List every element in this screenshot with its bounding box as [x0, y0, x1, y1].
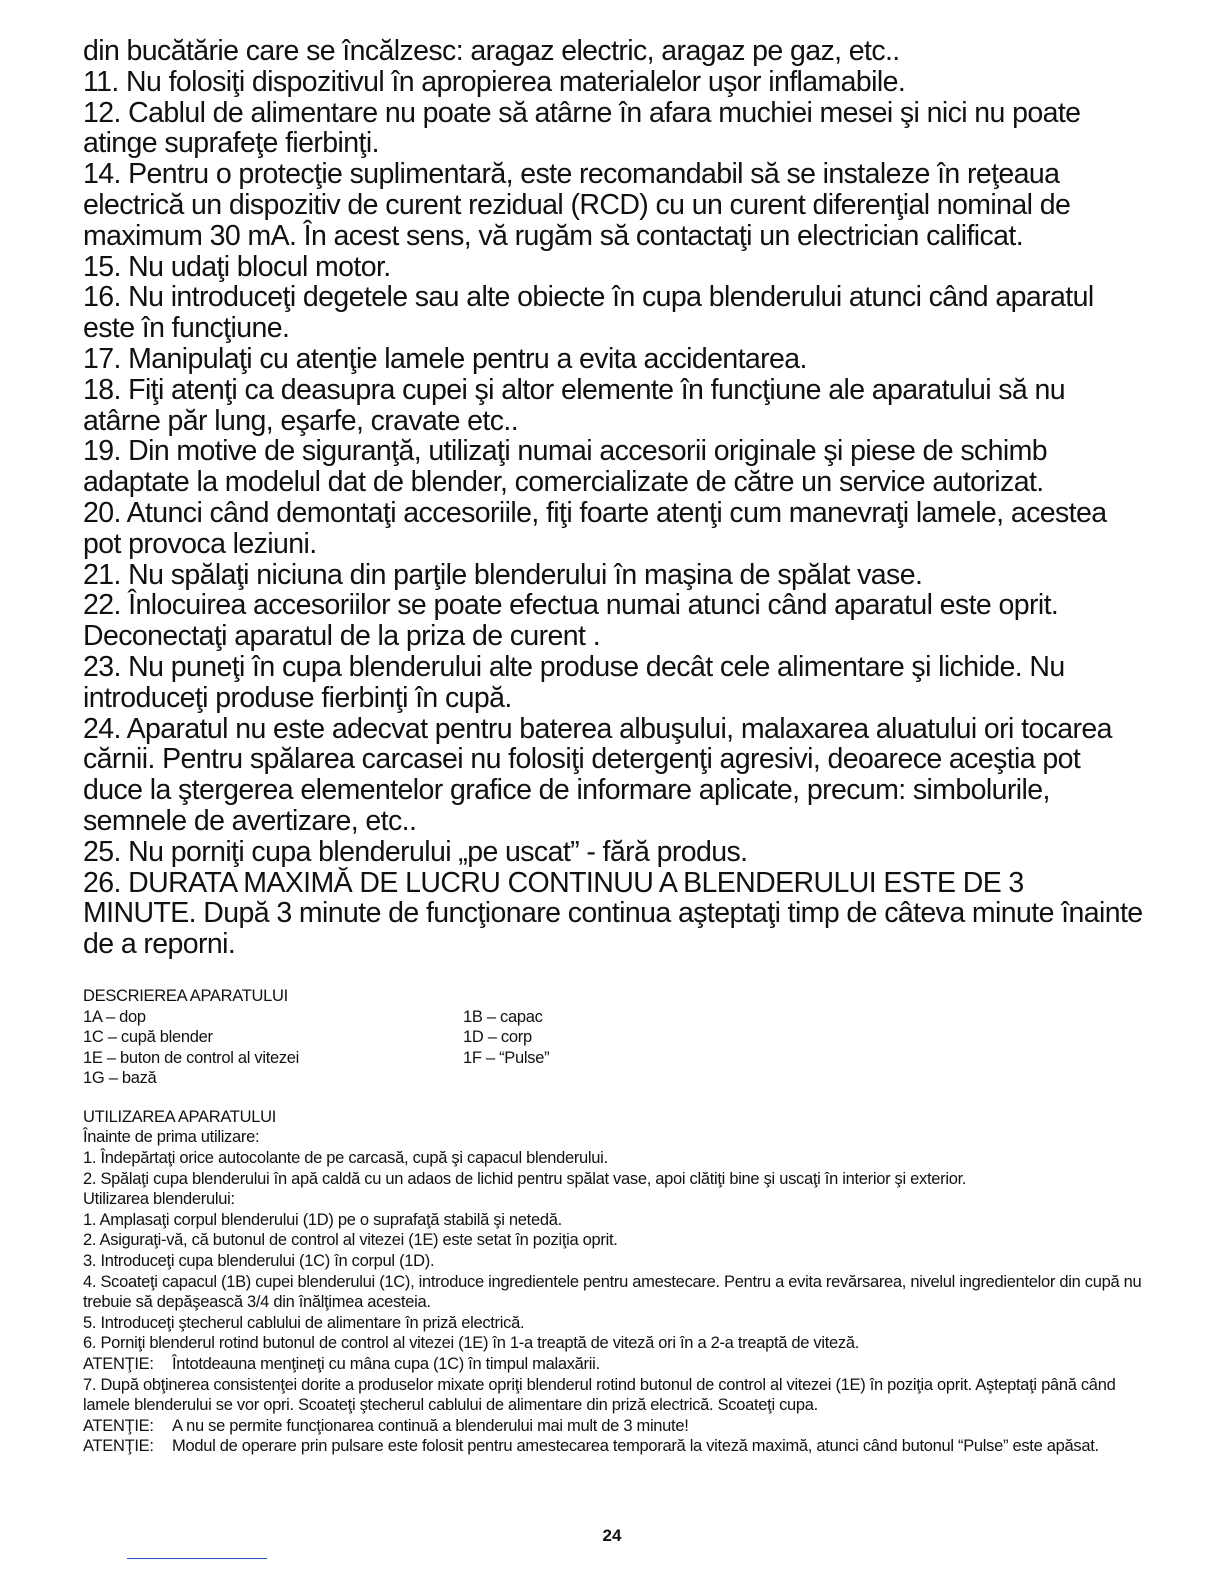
warning-17: 17. Manipulaţi cu atenţie lamele pentru a evita accidentarea.: [83, 342, 807, 375]
attention-note-1: [83, 1354, 1143, 1375]
use-step-2: 2. Asiguraţi-vă, că butonul de control al vitezei (1E) este setat în poziţia oprit.: [83, 1231, 618, 1250]
attention-label: ATENŢIE:: [83, 1437, 154, 1456]
use-step-5: 5. Introduceţi ştecherul cablului de alimentare în priză electrică.: [83, 1313, 525, 1332]
part-1c: 1C – cupă blender: [83, 1028, 213, 1047]
before-step-2: 2. Spălaţi cupa blenderului în apă caldă cu un adaos de lichid pentru spălat vase, apoi clătiţi bine şi uscaţi în interior şi exterior.: [83, 1169, 967, 1188]
part-1g: 1G – bază: [83, 1069, 157, 1088]
usage-title: UTILIZAREA APARATULUI: [83, 1107, 276, 1126]
attention-text: Întotdeauna menţineţi cu mâna cupa (1C) în timpul malaxării.: [172, 1355, 600, 1373]
footer-divider: [127, 1558, 267, 1559]
warning-14: 14. Pentru o protecţie suplimentară, este recomandabil să se instaleze în reţeaua electrică un dispozitiv de curent rezidual (RCD) cu un curent diferenţial nominal de maximum 30 mA. În acest sens, vă rugăm să contactaţi un electrician calificat.: [83, 158, 1071, 252]
device-description: [83, 986, 1143, 1089]
part-1a: 1A – dop: [83, 1007, 146, 1026]
attention-note-2: [83, 1416, 1143, 1437]
blender-use-heading: Utilizarea blenderului:: [83, 1190, 235, 1209]
before-step-1: 1. Îndepărtaţi orice autocolante de pe carcasă, cupă şi capacul blenderului.: [83, 1149, 608, 1168]
attention-label: ATENŢIE:: [83, 1416, 154, 1435]
attention-text: Modul de operare prin pulsare este folosit pentru amestecarea temporară la viteză maximă, atunci când butonul “Pulse” este apăsat.: [172, 1437, 1099, 1456]
part-1f: 1F – “Pulse”: [463, 1048, 550, 1067]
warning-19: 19. Din motive de siguranţă, utilizaţi numai accesorii originale şi piese de schimb adaptate la modelul dat de blender, comercializate de către un service autorizat.: [83, 435, 1048, 499]
use-step-7: 7. După obţinerea consistenţei dorite a produselor mixate opriţi blenderul rotind butonul de control al vitezei (1E) în poziţia oprit. Aşteptaţi până când lamele blenderului se vor opri. Scoateţi ştecherul cablului de alimentare din priză electrică. Scoateţi cupa.: [83, 1375, 1116, 1415]
use-step-6: 6. Porniţi blenderul rotind butonul de control al vitezei (1E) în 1-a treaptă de viteză ori în a 2-a treaptă de viteză.: [83, 1334, 860, 1353]
warning-24: 24. Aparatul nu este adecvat pentru baterea albuşului, malaxarea aluatului ori tocarea cărnii. Pentru spălarea carcasei nu folosiţi detergenţi agresivi, deoarece aceştia pot duce la ştergerea elementelor grafice de informare aplicate, precum: simbolurile, semnele de avertizare, etc..: [83, 712, 1112, 837]
page-number: 24: [602, 1526, 622, 1545]
part-1b: 1B – capac: [463, 1007, 543, 1026]
use-step-4: 4. Scoateţi capacul (1B) cupei blenderului (1C), introduce ingredientele pentru amestecare. Pentru a evita revărsarea, nivelul ingredientelor din cupă nu trebuie să depăşească 3/4 din înălţimea acesteia.: [83, 1272, 1142, 1312]
warning-25: 25. Nu porniţi cupa blenderului „pe uscat” - fără produs.: [83, 835, 748, 868]
use-step-3: 3. Introduceţi cupa blenderului (1C) în corpul (1D).: [83, 1252, 435, 1271]
parts-list: [83, 1007, 1143, 1089]
part-empty: [463, 1068, 863, 1089]
warning-12: 12. Cablul de alimentare nu poate să atârne în afara muchiei mesei şi nici nu poate atinge suprafeţe fierbinţi.: [83, 96, 1081, 160]
attention-label: ATENŢIE:: [83, 1355, 154, 1373]
warning-21: 21. Nu spălaţi niciuna din parţile blenderului în maşina de spălat vase.: [83, 558, 923, 591]
before-first-use-heading: Înainte de prima utilizare:: [83, 1128, 260, 1147]
warning-20: 20. Atunci când demontaţi accesoriile, fiţi foarte atenţi cum manevraţi lamele, acestea pot provoca leziuni.: [83, 496, 1107, 560]
warning-16: 16. Nu introduceţi degetele sau alte obiecte în cupa blenderului atunci când aparatul este în funcţiune.: [83, 281, 1094, 345]
attention-note-3: [83, 1436, 1143, 1457]
manual-page: [83, 36, 1143, 1457]
warning-22: 22. Înlocuirea accesoriilor se poate efectua numai atunci când aparatul este oprit. Deconectaţi aparatul de la priza de curent .: [83, 589, 1059, 653]
attention-text: A nu se permite funcţionarea continuă a blenderului mai mult de 3 minute!: [172, 1416, 689, 1435]
part-1d: 1D – corp: [463, 1028, 532, 1047]
use-step-1: 1. Amplasaţi corpul blenderului (1D) pe o suprafaţă stabilă şi netedă.: [83, 1210, 562, 1229]
warning-11: 11. Nu folosiţi dispozitivul în apropierea materialelor uşor inflamabile.: [83, 65, 906, 98]
part-1e: 1E – buton de control al vitezei: [83, 1048, 300, 1067]
warning-23: 23. Nu puneţi în cupa blenderului alte produse decât cele alimentare şi lichide. Nu introduceţi produse fierbinţi în cupă.: [83, 650, 1065, 714]
description-title: DESCRIEREA APARATULUI: [83, 986, 288, 1005]
safety-warnings: [83, 36, 1143, 960]
warning-15: 15. Nu udaţi blocul motor.: [83, 250, 391, 283]
warning-18: 18. Fiţi atenţi ca deasupra cupei şi altor elemente în funcţiune ale aparatului să nu atârne păr lung, eşarfe, cravate etc..: [83, 373, 1065, 437]
warning-26: 26. DURATA MAXIMĂ DE LUCRU CONTINUU A BLENDERULUI ESTE DE 3 MINUTE. După 3 minute de funcţionare continua aşteptaţi timp de câteva minute înainte de a reporni.: [83, 866, 1143, 961]
device-usage: [83, 1107, 1143, 1457]
warning-continuation: din bucătărie care se încălzesc: aragaz electric, aragaz pe gaz, etc..: [83, 35, 900, 67]
